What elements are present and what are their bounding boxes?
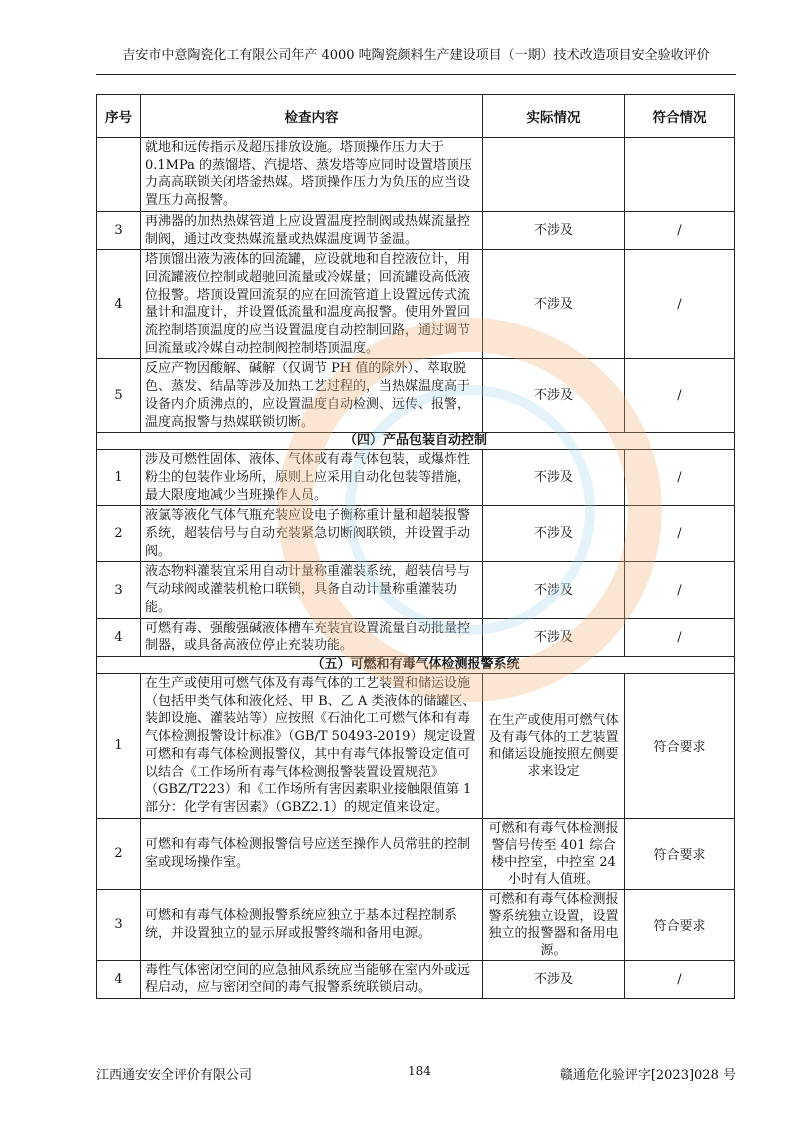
inspection-table — [96, 94, 735, 999]
table-body — [97, 138, 735, 999]
table-row — [97, 138, 735, 212]
row-content: 再沸器的加热热媒管道上应设置温度控制阀或热媒流量控制阀，通过改变热媒流量或热媒温度调节釜温。 — [141, 211, 483, 249]
row-no: 4 — [97, 250, 141, 359]
row-comply: / — [625, 618, 735, 656]
table-row — [97, 359, 735, 433]
row-content: 可燃有毒、强酸强碱液体槽车充装宜设置流量自动批量控制器，或具备高液位停止充装功能。 — [141, 618, 483, 656]
row-actual: 在生产或使用可燃气体及有毒气体的工艺装置和储运设施按照左侧要求来设定 — [483, 673, 625, 818]
table-row — [97, 618, 735, 656]
header-rule — [96, 74, 736, 75]
row-comply: / — [625, 506, 735, 562]
row-content: 液态物料灌装宜采用自动计量称重灌装系统，超装信号与气动球阀或灌装机枪口联锁，具备自动计量称重灌装功能。 — [141, 562, 483, 618]
col-header-comply: 符合情况 — [625, 95, 735, 138]
row-comply: 符合要求 — [625, 889, 735, 960]
row-no: 3 — [97, 889, 141, 960]
row-no: 3 — [97, 211, 141, 249]
section-title: （四）产品包装自动控制 — [97, 433, 735, 450]
row-actual: 不涉及 — [483, 359, 625, 433]
row-content: 可燃和有毒气体检测报警信号应送至操作人员常驻的控制室或现场操作室。 — [141, 818, 483, 889]
row-content: 可燃和有毒气体检测报警系统应独立于基本过程控制系统，并设置独立的显示屏或报警终端和备用电源。 — [141, 889, 483, 960]
row-actual — [483, 138, 625, 212]
row-content: 反应产物因酸解、碱解（仅调节 PH 值的除外）、萃取脱色、蒸发、结晶等涉及加热工艺过程的，当热媒温度高于设备内介质沸点的，应设置温度自动检测、远传、报警，温度高报警与热媒联锁切断。 — [141, 359, 483, 433]
row-no: 4 — [97, 618, 141, 656]
row-actual: 不涉及 — [483, 450, 625, 506]
table-row — [97, 250, 735, 359]
row-no: 3 — [97, 562, 141, 618]
row-no: 4 — [97, 960, 141, 998]
row-actual: 不涉及 — [483, 562, 625, 618]
row-no: 1 — [97, 673, 141, 818]
row-no — [97, 138, 141, 212]
row-comply: / — [625, 359, 735, 433]
table-row — [97, 889, 735, 960]
row-content: 涉及可燃性固体、液体、气体或有毒气体包装，或爆炸性粉尘的包装作业场所，原则上应采用自动化包装等措施，最大限度地减少当班操作人员。 — [141, 450, 483, 506]
col-header-content: 检查内容 — [141, 95, 483, 138]
row-comply: 符合要求 — [625, 818, 735, 889]
row-actual: 不涉及 — [483, 211, 625, 249]
page-header: 吉安市中意陶瓷化工有限公司年产 4000 吨陶瓷颜料生产建设项目（一期）技术改造项目安全验收评价 — [122, 48, 710, 63]
row-comply: / — [625, 450, 735, 506]
row-no: 1 — [97, 450, 141, 506]
row-actual: 不涉及 — [483, 250, 625, 359]
row-actual: 不涉及 — [483, 618, 625, 656]
row-actual: 可燃和有毒气体检测报警系统独立设置，设置独立的报警器和备用电源。 — [483, 889, 625, 960]
row-actual: 不涉及 — [483, 506, 625, 562]
col-header-actual: 实际情况 — [483, 95, 625, 138]
footer-company: 江西通安安全评价有限公司 — [96, 1068, 253, 1083]
table-row — [97, 673, 735, 818]
footer-doc-number: 赣通危化验评字[2023]028 号 — [559, 1068, 736, 1083]
row-comply: / — [625, 250, 735, 359]
table-row — [97, 960, 735, 998]
row-comply: 符合要求 — [625, 673, 735, 818]
table-row — [97, 506, 735, 562]
footer-page-number: 184 — [408, 1064, 431, 1078]
section-row — [97, 656, 735, 673]
table-row — [97, 562, 735, 618]
table-header-row — [97, 95, 735, 138]
section-title: （五）可燃和有毒气体检测报警系统 — [97, 656, 735, 673]
table-row — [97, 211, 735, 249]
table-row — [97, 450, 735, 506]
row-no: 5 — [97, 359, 141, 433]
row-content: 液氯等液化气体气瓶充装应设电子衡称重计量和超装报警系统，超装信号与自动充装紧急切断阀联锁，并设置手动阀。 — [141, 506, 483, 562]
row-no: 2 — [97, 506, 141, 562]
section-row — [97, 433, 735, 450]
row-comply: / — [625, 960, 735, 998]
row-comply: / — [625, 211, 735, 249]
row-actual: 不涉及 — [483, 960, 625, 998]
row-content: 毒性气体密闭空间的应急抽风系统应当能够在室内外或远程启动，应与密闭空间的毒气报警系统联锁启动。 — [141, 960, 483, 998]
table-row — [97, 818, 735, 889]
row-no: 2 — [97, 818, 141, 889]
row-content: 塔顶馏出液为液体的回流罐，应设就地和自控液位计，用回流罐液位控制或超驰回流量或冷媒量；回流罐设高低液位报警。塔顶设置回流泵的应在回流管道上设置远传式流量计和温度计，并设置低流量和温度高报警。使用外置回流控制塔顶温度的应当设置温度自动控制回路，通过调节回流量或冷媒自动控制阀控制塔顶温度。 — [141, 250, 483, 359]
row-actual: 可燃和有毒气体检测报警信号传至 401 综合楼中控室，中控室 24 小时有人值班。 — [483, 818, 625, 889]
row-comply: / — [625, 562, 735, 618]
row-content: 就地和远传指示及超压排放设施。塔顶操作压力大于 0.1MPa 的蒸馏塔、汽提塔、蒸发塔等应同时设置塔顶压力高高联锁关闭塔釜热媒。塔顶操作压力为负压的应当设置压力高报警。 — [141, 138, 483, 212]
row-content: 在生产或使用可燃气体及有毒气体的工艺装置和储运设施（包括甲类气体和液化烃、甲 B、乙 A 类液体的储罐区、装卸设施、灌装站等）应按照《石油化工可燃气体和有毒气体检测报警设计标准》（GB/T 50493-2019）规定设置可燃和有毒气体检测报警仪，其中有毒气体报警设定值可以结合《工作场所有毒气体检测报警装置设置规范》（GBZ/T223）和《工作场所有害因素职业接触限值第 1 部分：化学有害因素》（GBZ2.1）的规定值来设定。 — [141, 673, 483, 818]
col-header-no: 序号 — [97, 95, 141, 138]
row-comply — [625, 138, 735, 212]
